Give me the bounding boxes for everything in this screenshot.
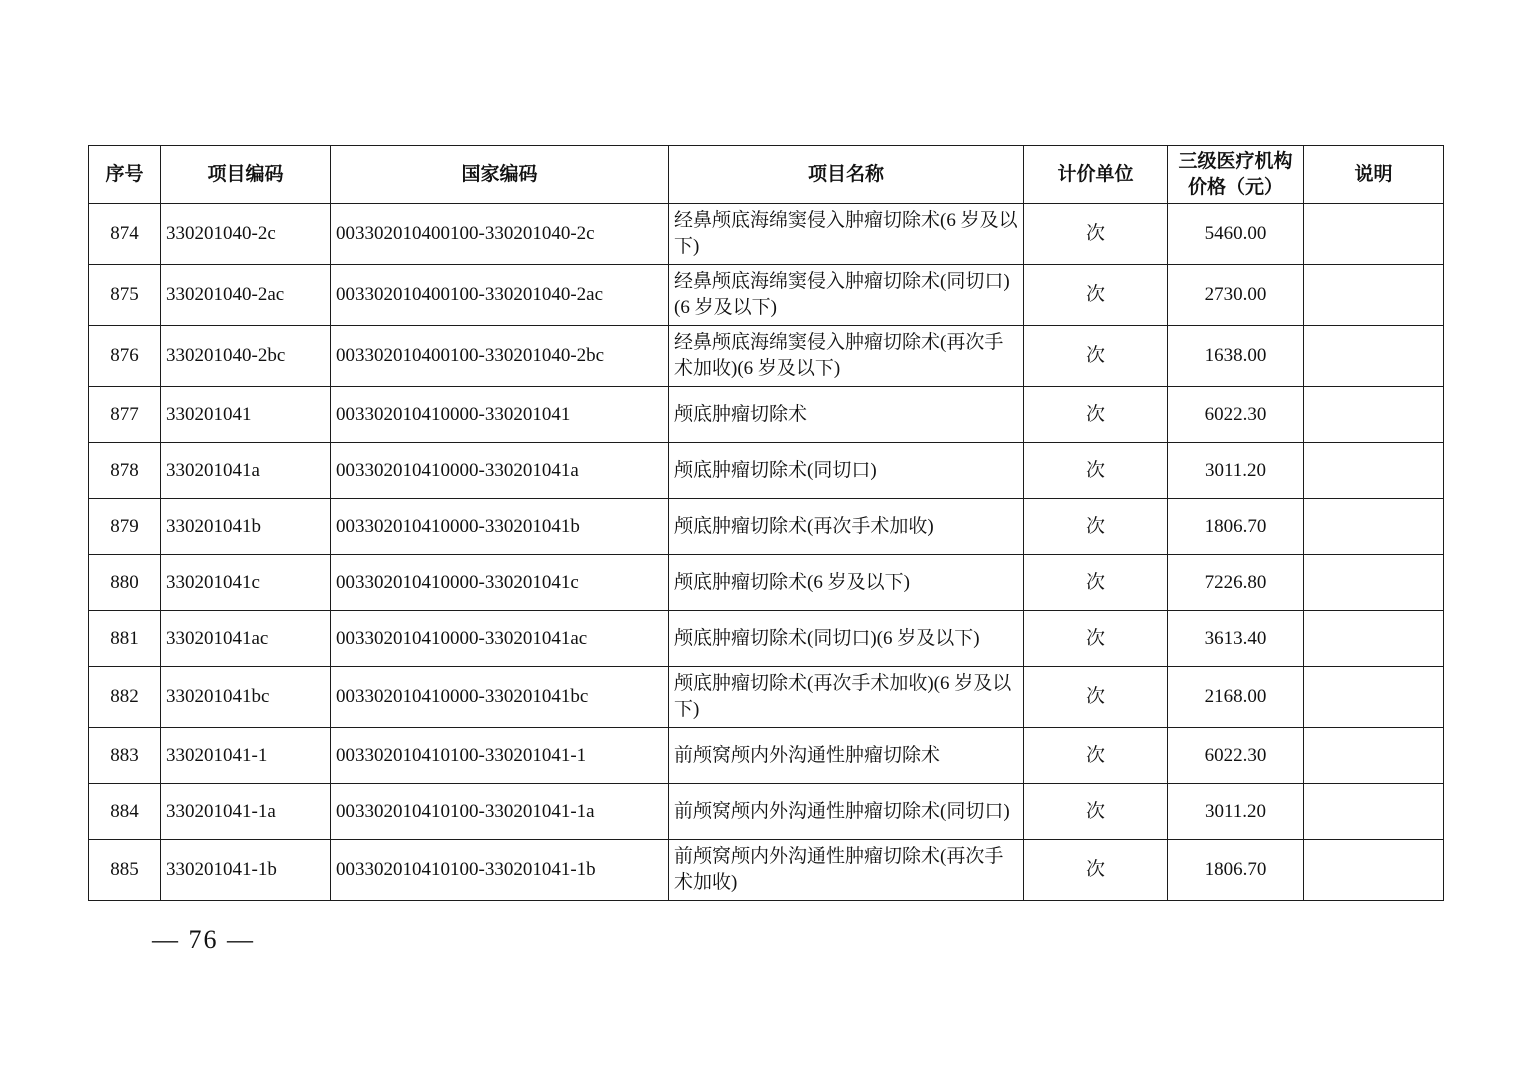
- table-row: [89, 728, 1444, 784]
- row-note: [1304, 784, 1444, 840]
- row-note: [1304, 840, 1444, 901]
- row-price: 5460.00: [1168, 204, 1304, 265]
- page-number: — 76 —: [152, 925, 255, 954]
- row-price: 1806.70: [1168, 840, 1304, 901]
- row-price: 6022.30: [1168, 728, 1304, 784]
- header-seq: 序号: [89, 146, 161, 204]
- row-unit: 次: [1024, 326, 1168, 387]
- row-seq: 884: [89, 784, 161, 840]
- header-project-name: 项目名称: [669, 146, 1024, 204]
- row-national-code: 003302010410000-330201041ac: [331, 611, 669, 667]
- header-unit: 计价单位: [1024, 146, 1168, 204]
- row-price: 3613.40: [1168, 611, 1304, 667]
- row-note: [1304, 555, 1444, 611]
- row-unit: 次: [1024, 499, 1168, 555]
- row-project-code: 330201041-1b: [161, 840, 331, 901]
- row-project-code: 330201041ac: [161, 611, 331, 667]
- table-row: [89, 387, 1444, 443]
- row-seq: 874: [89, 204, 161, 265]
- header-project-code: 项目编码: [161, 146, 331, 204]
- row-seq: 878: [89, 443, 161, 499]
- row-unit: 次: [1024, 611, 1168, 667]
- row-price: 1806.70: [1168, 499, 1304, 555]
- table-row: [89, 499, 1444, 555]
- row-price: 3011.20: [1168, 443, 1304, 499]
- row-seq: 885: [89, 840, 161, 901]
- row-national-code: 003302010400100-330201040-2c: [331, 204, 669, 265]
- row-project-name: 经鼻颅底海绵窦侵入肿瘤切除术(再次手术加收)(6 岁及以下): [669, 326, 1024, 387]
- row-project-name: 前颅窝颅内外沟通性肿瘤切除术(同切口): [669, 784, 1024, 840]
- row-seq: 876: [89, 326, 161, 387]
- row-national-code: 003302010410000-330201041c: [331, 555, 669, 611]
- row-project-name: 颅底肿瘤切除术: [669, 387, 1024, 443]
- row-unit: 次: [1024, 265, 1168, 326]
- row-national-code: 003302010400100-330201040-2ac: [331, 265, 669, 326]
- row-price: 7226.80: [1168, 555, 1304, 611]
- row-project-name: 前颅窝颅内外沟通性肿瘤切除术: [669, 728, 1024, 784]
- row-note: [1304, 499, 1444, 555]
- row-price: 2730.00: [1168, 265, 1304, 326]
- row-note: [1304, 387, 1444, 443]
- row-project-name: 前颅窝颅内外沟通性肿瘤切除术(再次手术加收): [669, 840, 1024, 901]
- row-project-code: 330201041: [161, 387, 331, 443]
- row-seq: 881: [89, 611, 161, 667]
- row-project-code: 330201041c: [161, 555, 331, 611]
- row-project-code: 330201040-2c: [161, 204, 331, 265]
- row-note: [1304, 728, 1444, 784]
- row-unit: 次: [1024, 784, 1168, 840]
- row-unit: 次: [1024, 667, 1168, 728]
- header-national-code: 国家编码: [331, 146, 669, 204]
- table-row: [89, 667, 1444, 728]
- row-note: [1304, 667, 1444, 728]
- row-national-code: 003302010410000-330201041a: [331, 443, 669, 499]
- medical-price-table: [88, 145, 1444, 901]
- table-body: [89, 204, 1444, 901]
- row-project-code: 330201041-1a: [161, 784, 331, 840]
- row-unit: 次: [1024, 387, 1168, 443]
- table-row: [89, 611, 1444, 667]
- row-project-code: 330201041b: [161, 499, 331, 555]
- row-project-name: 颅底肿瘤切除术(再次手术加收): [669, 499, 1024, 555]
- row-project-name: 颅底肿瘤切除术(再次手术加收)(6 岁及以下): [669, 667, 1024, 728]
- row-project-code: 330201040-2ac: [161, 265, 331, 326]
- row-seq: 882: [89, 667, 161, 728]
- row-price: 6022.30: [1168, 387, 1304, 443]
- row-national-code: 003302010410100-330201041-1a: [331, 784, 669, 840]
- table-row: [89, 555, 1444, 611]
- row-project-name: 颅底肿瘤切除术(同切口)(6 岁及以下): [669, 611, 1024, 667]
- row-seq: 883: [89, 728, 161, 784]
- row-unit: 次: [1024, 443, 1168, 499]
- table-row: [89, 784, 1444, 840]
- header-price: 三级医疗机构价格（元）: [1168, 146, 1304, 204]
- row-unit: 次: [1024, 840, 1168, 901]
- row-project-name: 颅底肿瘤切除术(6 岁及以下): [669, 555, 1024, 611]
- row-note: [1304, 204, 1444, 265]
- row-project-code: 330201041-1: [161, 728, 331, 784]
- row-project-name: 经鼻颅底海绵窦侵入肿瘤切除术(6 岁及以下): [669, 204, 1024, 265]
- table-row: [89, 265, 1444, 326]
- row-project-code: 330201041bc: [161, 667, 331, 728]
- row-national-code: 003302010410100-330201041-1: [331, 728, 669, 784]
- row-project-code: 330201041a: [161, 443, 331, 499]
- table-header-row: [89, 146, 1444, 204]
- row-seq: 880: [89, 555, 161, 611]
- row-seq: 877: [89, 387, 161, 443]
- table-row: [89, 326, 1444, 387]
- row-unit: 次: [1024, 204, 1168, 265]
- table-row: [89, 443, 1444, 499]
- row-seq: 875: [89, 265, 161, 326]
- row-unit: 次: [1024, 555, 1168, 611]
- row-note: [1304, 611, 1444, 667]
- row-national-code: 003302010410100-330201041-1b: [331, 840, 669, 901]
- row-price: 2168.00: [1168, 667, 1304, 728]
- row-price: 1638.00: [1168, 326, 1304, 387]
- row-national-code: 003302010400100-330201040-2bc: [331, 326, 669, 387]
- row-national-code: 003302010410000-330201041: [331, 387, 669, 443]
- table-row: [89, 840, 1444, 901]
- row-note: [1304, 326, 1444, 387]
- row-project-name: 颅底肿瘤切除术(同切口): [669, 443, 1024, 499]
- table-row: [89, 204, 1444, 265]
- row-note: [1304, 265, 1444, 326]
- row-national-code: 003302010410000-330201041b: [331, 499, 669, 555]
- row-price: 3011.20: [1168, 784, 1304, 840]
- row-project-code: 330201040-2bc: [161, 326, 331, 387]
- row-national-code: 003302010410000-330201041bc: [331, 667, 669, 728]
- row-project-name: 经鼻颅底海绵窦侵入肿瘤切除术(同切口)(6 岁及以下): [669, 265, 1024, 326]
- header-note: 说明: [1304, 146, 1444, 204]
- row-unit: 次: [1024, 728, 1168, 784]
- row-seq: 879: [89, 499, 161, 555]
- row-note: [1304, 443, 1444, 499]
